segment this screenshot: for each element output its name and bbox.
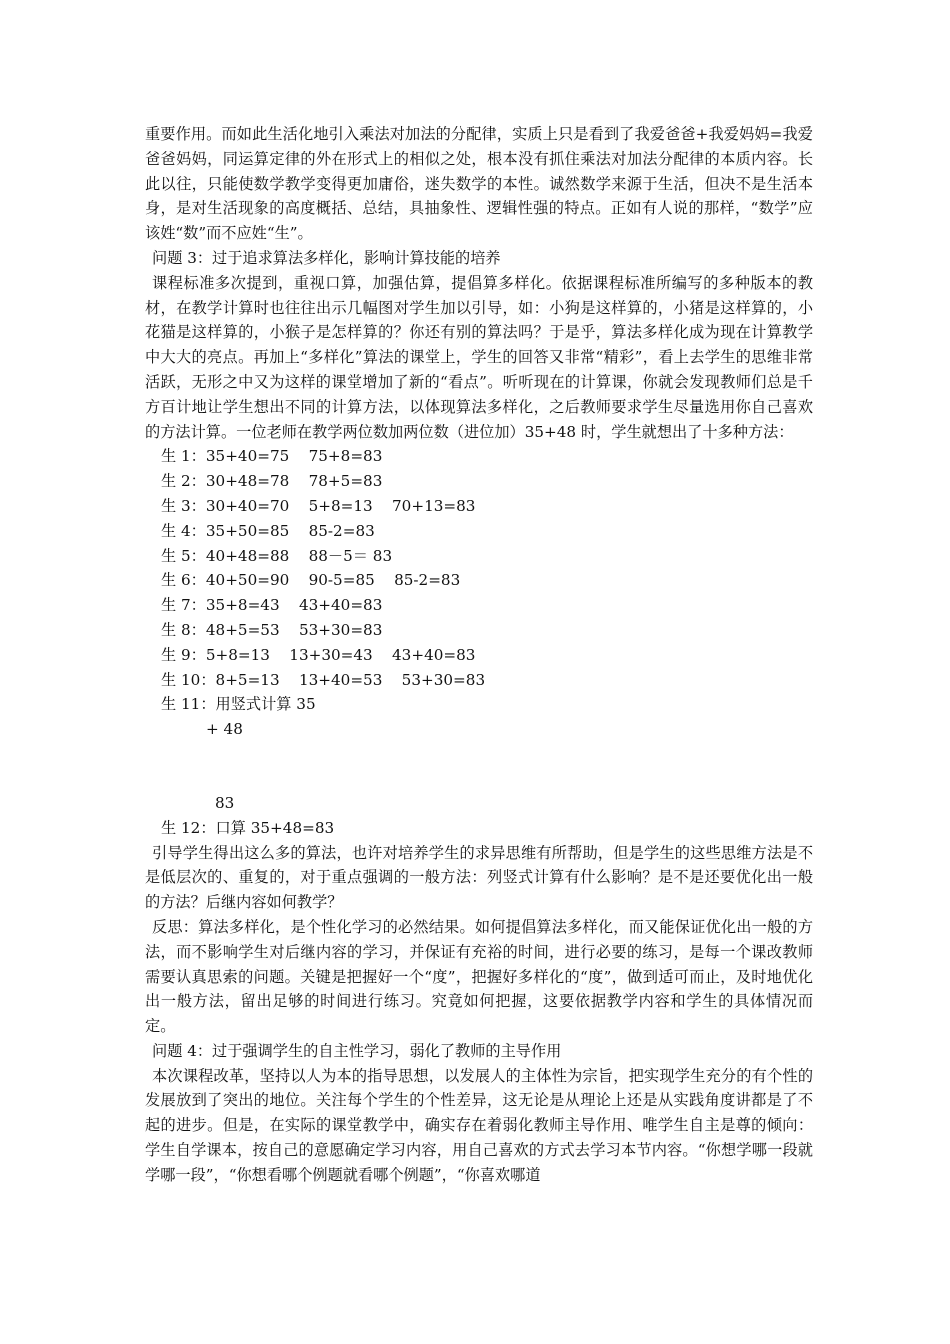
student-methods-list [145, 444, 813, 840]
paragraph-reflection: 反思：算法多样化，是个性化学习的必然结果。如何提倡算法多样化，而又能保证优化出一般的方法，而不影响学生对后继内容的学习，并保证有充裕的时间，进行必要的练习，是每一个课改教师需要认真思索的问题。关键是把握好一个“度”，把握好多样化的“度”，做到适可而止，及时地优化出一般方法，留出足够的时间进行练习。究竟如何把握，这要依据教学内容和学生的具体情况而定。 [145, 917, 813, 1036]
student-method-item: 生 12：口算 35+48=83 [161, 818, 335, 837]
paragraph-distributive-law: 重要作用。而如此生活化地引入乘法对加法的分配律，实质上只是看到了我爱爸爸+我爱妈妈=我爱爸爸妈妈，同运算定律的外在形式上的相似之处，根本没有抓住乘法对加法分配律的本质内容。长此以往，只能使数学教学变得更加庸俗，迷失数学的本性。诚然数学来源于生活，但决不是生活本身，是对生活现象的高度概括、总结，具抽象性、逻辑性强的特点。正如有人说的那样，“数学”应该姓“数”而不应姓“生”。 [145, 125, 813, 243]
heading-problem-3: 问题 3：过于追求算法多样化，影响计算技能的培养 [152, 248, 501, 267]
paragraph-algorithm-diversity: 课程标准多次提到，重视口算，加强估算，提倡算多样化。依据课程标准所编写的多种版本的教材，在教学计算时也往往出示几幅图对学生加以引导，如：小狗是这样算的，小猪是这样算的，小花猫是这样算的，小猴子是怎样算的？你还有别的算法吗？于是乎，算法多样化成为现在计算教学中大大的亮点。再加上“多样化”算法的课堂上，学生的回答又非常“精彩”，看上去学生的思维非常活跃，无形之中又为这样的课堂增加了新的“看点”。听听现在的计算课，你就会发现教师们总是千方百计地让学生想出不同的计算方法，以体现算法多样化，之后教师要求学生尽量选用你自己喜欢的方法计算。一位老师在教学两位数加两位数（进位加）35+48 时，学生就想出了十多种方法： [145, 273, 813, 441]
student-method-item: 生 9：5+8=13 13+30=43 43+40=83 [161, 645, 476, 664]
heading-problem-4: 问题 4：过于强调学生的自主性学习，弱化了教师的主导作用 [152, 1041, 562, 1060]
document-page [145, 122, 813, 1188]
student-method-item: 生 1：35+40=75 75+8=83 [161, 447, 383, 466]
student-method-item: 生 11：用竖式计算 35 [161, 695, 316, 714]
student-method-item: 生 2：30+48=78 78+5=83 [161, 472, 383, 491]
vertical-addend: + 48 [206, 720, 243, 739]
student-method-item: 生 3：30+40=70 5+8=13 70+13=83 [161, 496, 476, 515]
student-method-item: 生 10：8+5=13 13+40=53 53+30=83 [161, 670, 486, 689]
vertical-result: 83 [215, 793, 235, 812]
paragraph-guidance: 引导学生得出这么多的算法，也许对培养学生的求异思维有所帮助，但是学生的这些思维方法是不是低层次的、重复的，对于重点强调的一般方法：列竖式计算有什么影响？是不是还要优化出一般的方法？后继内容如何教学？ [145, 843, 813, 912]
student-method-item: 生 6：40+50=90 90-5=85 85-2=83 [161, 571, 461, 590]
student-method-item: 生 5：40+48=88 88－5＝ 83 [161, 546, 393, 565]
student-method-item: 生 7：35+8=43 43+40=83 [161, 596, 383, 615]
vertical-calc-gap [145, 742, 813, 791]
student-method-item: 生 8：48+5=53 53+30=83 [161, 620, 383, 639]
student-method-item: 生 4：35+50=85 85-2=83 [161, 521, 375, 540]
paragraph-autonomy: 本次课程改革，坚持以人为本的指导思想，以发展人的主体性为宗旨，把实现学生充分的有个性的发展放到了突出的地位。关注每个学生的个性差异，这无论是从理论上还是从实践角度讲都是了不起的进步。但是，在实际的课堂教学中，确实存在着弱化教师主导作用、唯学生自主是尊的倾向：学生自学课本，按自己的意愿确定学习内容，用自己喜欢的方式去学习本节内容。“你想学哪一段就学哪一段”，“你想看哪个例题就看哪个例题”，“你喜欢哪道 [145, 1066, 813, 1184]
